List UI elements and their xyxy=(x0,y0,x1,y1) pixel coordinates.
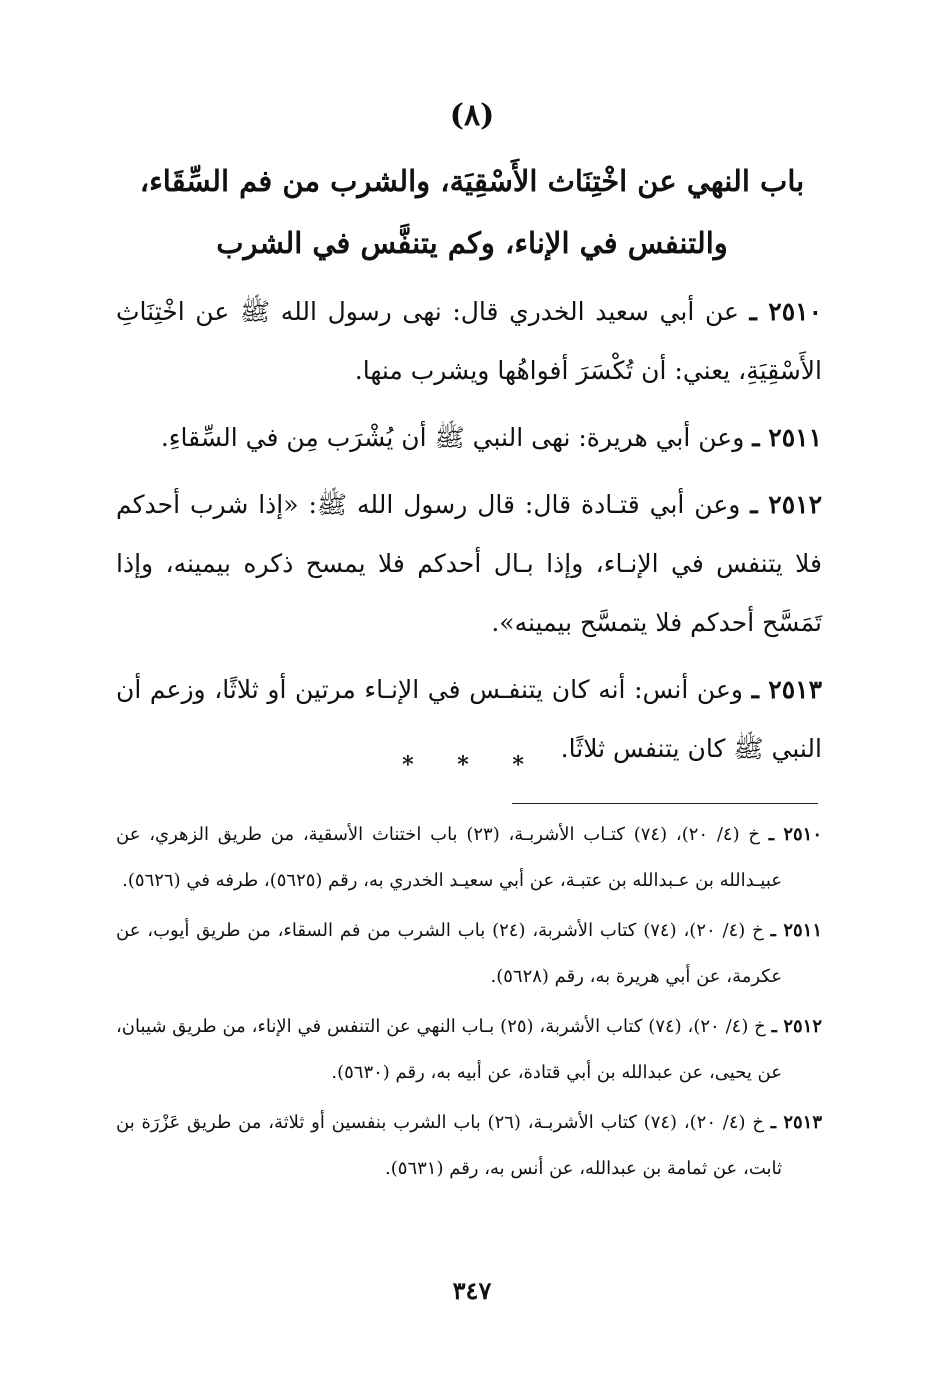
footnote-number: ٢٥١٢ ـ xyxy=(771,1016,823,1037)
chapter-number: (٨) xyxy=(449,98,495,133)
hadith-2511 xyxy=(116,408,822,467)
footnote-2511 xyxy=(116,908,822,1000)
footnote-divider xyxy=(512,803,818,804)
footnote-2513 xyxy=(116,1100,822,1192)
hadith-text: وعن أنس: أنه كان يتنفـس في الإنـاء مرتين أو ثلاثًا، وزعم أن النبي ﷺ كان يتنفس ثلاثًا. xyxy=(116,675,822,763)
hadith-number: ٢٥١٠ ـ xyxy=(749,297,822,326)
hadith-list xyxy=(116,282,822,786)
footnote-number: ٢٥١١ ـ xyxy=(770,920,823,941)
hadith-number: ٢٥١٢ ـ xyxy=(750,490,822,519)
footnote-number: ٢٥١٠ ـ xyxy=(768,824,822,845)
footnote-text: خ (٤/ ٢٠)، (٧٤) كتاب الأشربة، (٢٤) باب الشرب من فم السقاء، من طريق أيوب، عن عكرمة، عن أبي هريرة به، رقم (٥٦٢٨). xyxy=(116,920,782,987)
page-number: ٣٤٧ xyxy=(452,1276,492,1305)
hadith-number: ٢٥١٣ ـ xyxy=(751,675,823,704)
chapter-title xyxy=(90,150,854,274)
footnote-2512 xyxy=(116,1004,822,1096)
hadith-text: عن أبي سعيد الخدري قال: نهى رسول الله ﷺ عن اخْتِنَاثِ الأَسْقِيَةِ، يعني: أن تُكْسَرَ أفواهُها ويشرب منها. xyxy=(116,297,822,385)
footnote-number: ٢٥١٣ ـ xyxy=(770,1112,822,1133)
hadith-number: ٢٥١١ ـ xyxy=(752,423,822,452)
hadith-2512 xyxy=(116,475,822,652)
footnote-2510 xyxy=(116,812,822,904)
hadith-text: وعن أبي قتـادة قال: قال رسول الله ﷺ: «إذا شرب أحدكم فلا يتنفس في الإنـاء، وإذا بـال أحدكم فلا يمسح ذكره بيمينه، وإذا تَمَسَّح أحدكم فلا يتمسَّح بيمينه». xyxy=(116,490,822,637)
chapter-title-line-1: باب النهي عن اخْتِنَاث الأَسْقِيَة، والشرب من فم السِّقَاء، xyxy=(139,164,805,198)
hadith-text: وعن أبي هريرة: نهى النبي ﷺ أن يُشْرَب مِن في السِّقاءِ. xyxy=(160,423,745,452)
footnotes xyxy=(116,812,822,1196)
chapter-title-line-2: والتنفس في الإناء، وكم يتنفَّس في الشرب xyxy=(216,226,728,260)
hadith-2510 xyxy=(116,282,822,400)
footnote-text: خ (٤/ ٢٠)، (٧٤) كتـاب الأشربـة، (٢٣) باب اختناث الأسقية، من طريق الزهري، عن عبيـدالله بن عـبدالله بن عتبـة، عن أبي سعيـد الخدري به، رقم (٥٦٢٥)، طرفه في (٥٦٢٦). xyxy=(116,824,782,891)
footnote-text: خ (٤/ ٢٠)، (٧٤) كتاب الأشربة، (٢٥) بـاب النهي عن التنفس في الإناء، من طريق شيبان، عن يحيى، عن عبدالله بن أبي قتادة، عن أبيه به، رقم (٥٦٣٠). xyxy=(116,1016,782,1083)
section-separator: * * * xyxy=(402,752,542,778)
footnote-text: خ (٤/ ٢٠)، (٧٤) كتاب الأشربـة، (٢٦) باب الشرب بنفسين أو ثلاثة، من طريق عَزْرَة بن ثابت، عن ثمامة بن عبدالله، عن أنس به، رقم (٥٦٣١). xyxy=(116,1112,782,1179)
